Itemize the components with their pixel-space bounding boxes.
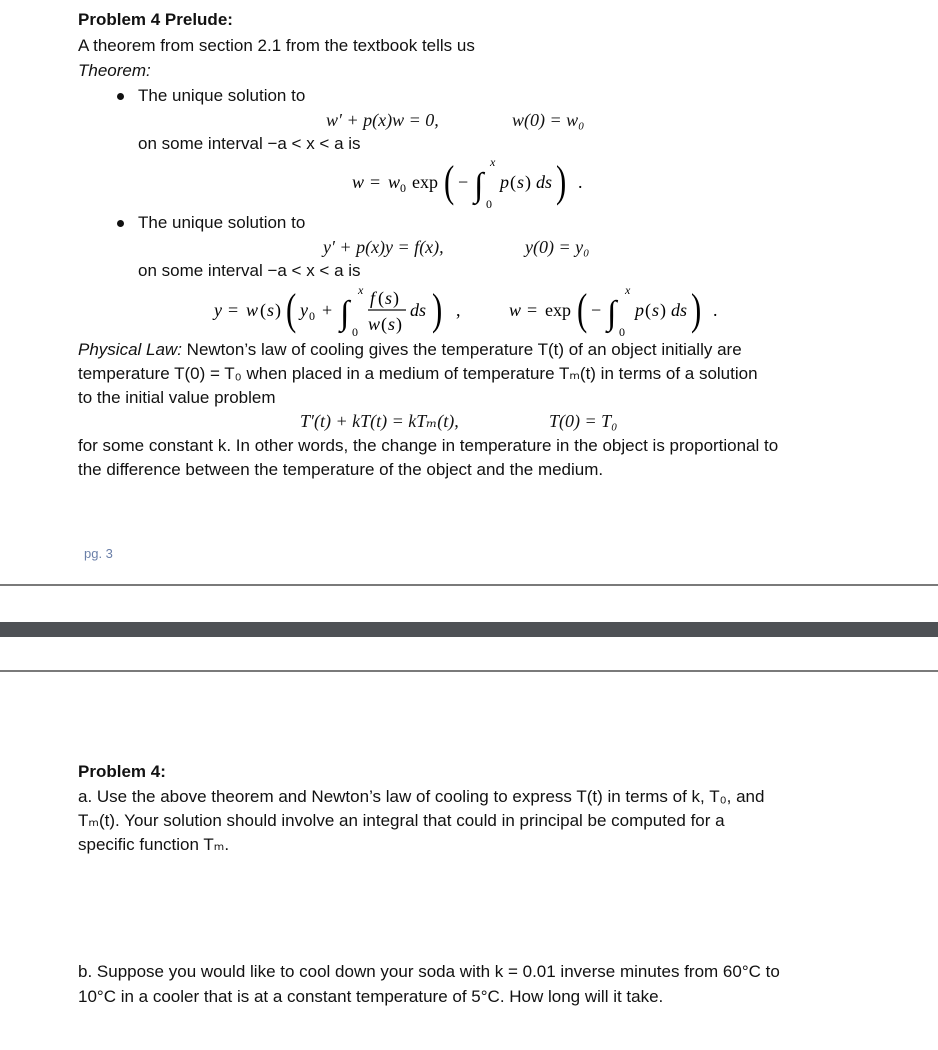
bullet1-lead: The unique solution to [138,86,306,105]
svg-text:0: 0 [486,197,492,211]
svg-text:w: w [368,314,381,334]
svg-text:exp: exp [412,172,438,192]
svg-text:=: = [370,172,381,192]
svg-text:∫: ∫ [340,295,350,332]
svg-text:s: s [517,172,525,192]
problem-heading: Problem 4: [78,762,166,781]
svg-text:ds: ds [671,300,688,320]
bullet2-solution-y [210,278,510,342]
bullet2-interval: on some interval −a < x < a is [138,261,361,280]
ivp-ode: T′(t) + kT(t) = kTₘ(t), [300,411,459,431]
svg-text:): ) [432,285,443,335]
bullet-dot [117,93,124,100]
svg-text:w: w [246,300,259,320]
svg-text:0: 0 [619,325,625,339]
part-b-line-2: 10°C in a cooler that is at a constant temperature of 5°C. How long will it take. [78,987,664,1006]
law-line-1: Physical Law: Newton’s law of cooling gives the temperature T(t) of an object initially are [78,340,742,359]
svg-text:x: x [490,155,496,169]
svg-text:0: 0 [309,309,315,323]
svg-text:+: + [322,300,333,320]
svg-text:0: 0 [400,181,406,195]
svg-text:(: ( [378,288,384,308]
prelude-heading: Problem 4 Prelude: [78,10,233,29]
svg-text:s: s [652,300,660,320]
law-line-3: to the initial value problem [78,388,276,407]
svg-text:ds: ds [410,300,427,320]
svg-text:): ) [556,157,567,207]
svg-text:x: x [625,283,631,297]
svg-text:p: p [500,172,509,192]
part-a-line-1: a. Use the above theorem and Newton’s law of cooling to express T(t) in terms of k, T₀, and [78,787,765,806]
bullet-dot [117,220,124,227]
page-gap-bar [0,622,938,637]
svg-text:(: ( [381,314,387,334]
svg-text:(: ( [510,172,516,192]
svg-text:): ) [660,300,666,320]
svg-text:s: s [267,300,275,320]
svg-text:exp: exp [545,300,571,320]
svg-text:∫: ∫ [474,167,484,204]
law-label: Physical Law: [78,340,182,359]
bullet2-solution-w [505,278,725,342]
svg-text:): ) [396,314,402,334]
svg-text:s: s [385,288,393,308]
svg-text:−: − [458,172,469,192]
svg-text:): ) [393,288,399,308]
part-a-line-2: Tₘ(t). Your solution should involve an integral that could in principal be computed for a [78,811,725,830]
page-divider-top [0,584,938,586]
svg-text:−: − [591,300,602,320]
svg-text:(: ( [444,157,455,207]
bullet1-solution [340,152,600,214]
page-divider-bottom [0,670,938,672]
part-a-line-3: specific function Tₘ. [78,835,230,854]
svg-text:0: 0 [352,325,358,339]
svg-text:(: ( [286,285,297,335]
after-line-2: the difference between the temperature of the object and the medium. [78,460,604,479]
bullet1-interval: on some interval −a < x < a is [138,134,361,153]
bullet2-ode: y′ + p(x)y = f(x), [323,237,444,257]
svg-text:): ) [525,172,531,192]
svg-text:(: ( [260,300,266,320]
svg-text:=: = [527,300,538,320]
svg-text:s: s [388,314,396,334]
svg-text:p: p [635,300,644,320]
svg-text:): ) [691,285,702,335]
svg-text:∫: ∫ [607,295,617,332]
svg-text:ds: ds [536,172,553,192]
prelude-intro: A theorem from section 2.1 from the textbook tells us [78,36,475,55]
law-line-2: temperature T(0) = T₀ when placed in a medium of temperature Tₘ(t) in terms of a solution [78,364,758,383]
page-number: pg. 3 [84,546,113,561]
svg-text:y: y [214,300,222,320]
svg-text:.: . [578,172,583,192]
bullet1-ode: w′ + p(x)w = 0, [326,110,439,130]
svg-text:w: w [352,172,365,192]
svg-text:=: = [228,300,239,320]
svg-text:,: , [456,300,461,320]
svg-text:y: y [300,300,308,320]
svg-text:w: w [388,172,401,192]
bullet2-lead: The unique solution to [138,213,306,232]
svg-text:w: w [509,300,522,320]
ivp-ic: T(0) = T₀ [549,411,618,431]
bullet1-ic: w(0) = w₀ [512,110,585,130]
part-b-line-1: b. Suppose you would like to cool down your soda with k = 0.01 inverse minutes from 60°C to [78,962,780,981]
svg-text:f: f [370,288,376,308]
svg-text:(: ( [577,285,588,335]
svg-text:(: ( [645,300,651,320]
svg-text:.: . [713,300,718,320]
after-line-1: for some constant k. In other words, the change in temperature in the object is proportional to [78,436,779,455]
svg-text:): ) [275,300,281,320]
bullet2-ic: y(0) = y₀ [525,237,590,257]
svg-text:x: x [358,283,364,297]
theorem-label: Theorem: [78,61,151,80]
